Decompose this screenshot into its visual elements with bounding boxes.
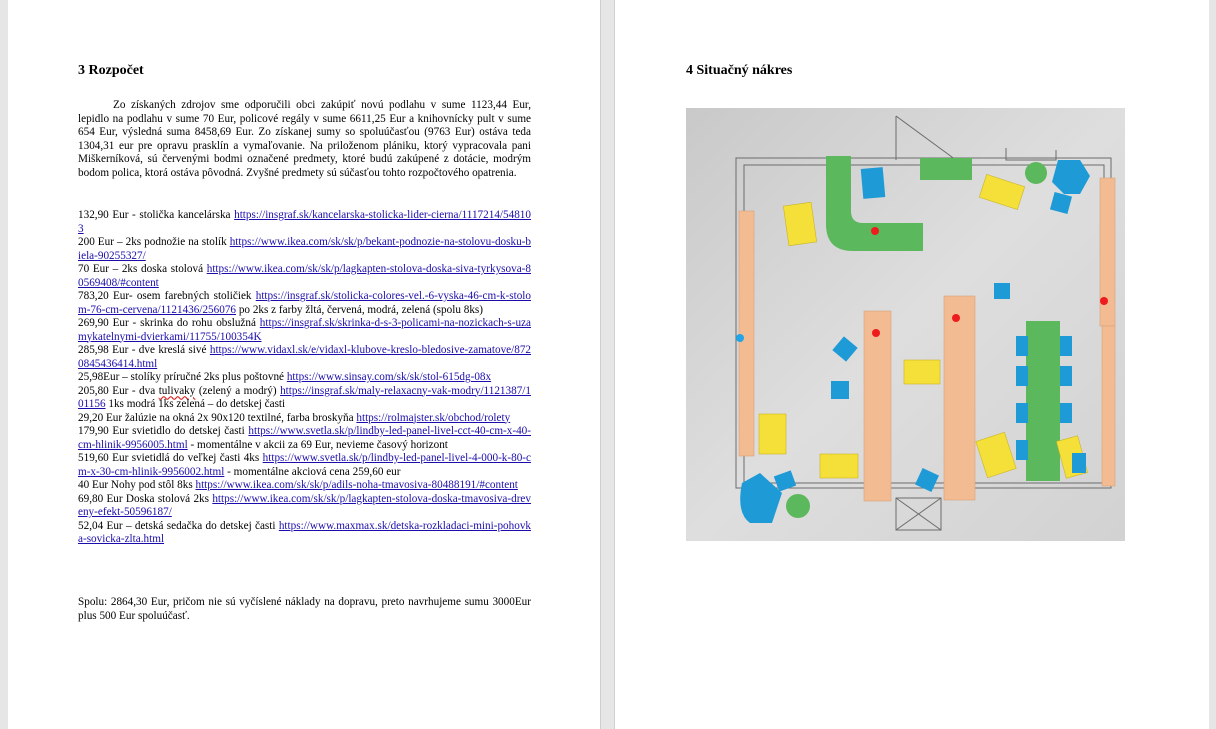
budget-item — [78, 493, 531, 520]
budget-item-text-extra: (zelený a modrý) — [198, 384, 277, 397]
budget-item-text: 25,98Eur – stolíky príručné 2ks plus poštovné — [78, 371, 285, 383]
budget-item-link[interactable]: https://www.vidaxl.sk/e/vidaxl-klubove-kreslo-bledosive-zamatove/8720845436414.html — [78, 344, 532, 370]
budget-item-link[interactable]: https://insgraf.sk/stolicka-colores-vel.-6-vyska-46-cm-k-stolom-76-cm-cervena/1121436/256076 — [78, 290, 532, 316]
left-page — [8, 0, 601, 729]
budget-item-text: 29,20 Eur žalúzie na okná 2x 90x120 textilné, farba broskyňa — [78, 411, 354, 424]
intro-paragraph — [78, 99, 531, 180]
budget-item-link[interactable]: https://insgraf.sk/kancelarska-stolicka-lider-cierna/1117214/548103 — [78, 209, 531, 235]
budget-item — [78, 209, 531, 236]
section-heading-situation-plan: 4 Situačný nákres — [686, 63, 793, 78]
budget-item-text: 40 Eur Nohy pod stôl 8ks — [78, 479, 193, 491]
budget-item-text: 285,98 Eur - dve kreslá sivé — [78, 344, 207, 356]
budget-item-link[interactable]: https://www.ikea.com/sk/sk/p/adils-noha-tmavosiva-80488191/#content — [195, 479, 518, 491]
budget-item-text: 132,90 Eur - stolička kancelárska — [78, 209, 231, 221]
intro-text: Zo získaných zdrojov sme odporučili obci zakúpiť novú podlahu v sume 1123,44 Eur, lepidlo na podlahu v sume 70 Eur, policové regály v sume 6611,25 Eur a knihovnícky pult v sume 654 Eur, výsledná suma 8458,69 Eur. Zo získanej sumy so spoluúčasťou (9763 Eur) ostáva teda 1304,31 eur pre opravu prasklín a vymaľovanie. Na priloženom plániku, ktorý vypracovala pani Miškerníková, sú červenými bodmi označené predmety, ktoré budú zakúpené z dotácie, modrým bodom polica, ktorá ostáva pôvodná. Zvyšné predmety sú súčasťou tohto rozpočtového opatrenia. — [78, 99, 531, 179]
budget-item-link[interactable]: https://insgraf.sk/skrinka-d-s-3-policami-na-nozickach-s-uzamykatelnymi-dvierkami/11755/100354K — [78, 317, 532, 343]
budget-item — [78, 317, 531, 344]
budget-item-text: 205,80 Eur - dva — [78, 384, 156, 397]
budget-item — [78, 385, 531, 412]
budget-item — [78, 425, 531, 452]
budget-item-link[interactable]: https://insgraf.sk/maly-relaxacny-vak-modry/1121387/101156 — [78, 384, 531, 410]
budget-item — [78, 520, 531, 547]
budget-item — [78, 290, 531, 317]
budget-item-link[interactable]: https://www.sinsay.com/sk/sk/stol-615dg-08x — [286, 371, 492, 383]
budget-item-text: 269,90 Eur - skrinka do rohu obslužná — [78, 317, 256, 329]
budget-item-link[interactable]: https://www.svetla.sk/p/lindby-led-panel-livel-cct-40-cm-x-40-cm-hlinik-9956005.html — [78, 425, 531, 451]
budget-item — [78, 236, 531, 263]
budget-item-text: 179,90 Eur svietidlo do detskej časti — [78, 425, 245, 437]
budget-item-list — [78, 209, 531, 547]
situation-plan-photo — [686, 108, 1125, 541]
budget-item-text: 70 Eur – 2ks doska stolová — [78, 263, 204, 275]
budget-item-note: po 2ks z farby žltá, červená, modrá, zelená (spolu 8ks) — [238, 303, 483, 316]
budget-item-text: 52,04 Eur – detská sedačka do detskej časti — [78, 519, 276, 532]
budget-item-link[interactable]: https://rolmajster.sk/obchod/rolety — [356, 411, 511, 424]
budget-item — [78, 412, 531, 426]
spelling-error-word: tulivaky — [158, 384, 196, 397]
budget-item — [78, 344, 531, 371]
right-page — [614, 0, 1209, 729]
budget-item-link[interactable]: https://www.ikea.com/sk/sk/p/lagkapten-stolova-doska-tmavosiva-dreveny-efekt-50596187/ — [78, 492, 531, 518]
budget-item-link[interactable]: https://www.svetla.sk/p/lindby-led-panel-livel-4-000-k-80-cm-x-30-cm-hlinik-9956002.html — [78, 452, 531, 478]
budget-item — [78, 371, 531, 385]
budget-item-note: 1ks modrá 1ks zelená – do detskej časti — [108, 398, 286, 410]
budget-item-text: 69,80 Eur Doska stolová 2ks — [78, 492, 209, 505]
budget-item — [78, 452, 531, 479]
budget-item-text: 200 Eur – 2ks podnožie na stolík — [78, 236, 227, 248]
budget-item — [78, 479, 531, 493]
budget-item-text: 519,60 Eur svietidlá do veľkej časti 4ks — [78, 452, 260, 464]
budget-item-link[interactable]: https://www.maxmax.sk/detska-rozkladaci-mini-pohovka-sovicka-zlta.html — [78, 519, 532, 545]
budget-item — [78, 263, 531, 290]
budget-summary: Spolu: 2864,30 Eur, pričom nie sú vyčíslené náklady na dopravu, preto navrhujeme sumu 3000Eur plus 500 Eur spoluúčasť. — [78, 596, 531, 622]
section-heading-budget: 3 Rozpočet — [78, 63, 144, 78]
budget-item-note: - momentálne v akcii za 69 Eur, nevieme časový horizont — [190, 438, 448, 451]
budget-item-note: - momentálne akciová cena 259,60 eur — [227, 465, 401, 478]
budget-item-link[interactable]: https://www.ikea.com/sk/sk/p/lagkapten-stolova-doska-siva-tyrkysova-80569408/#content — [78, 263, 531, 289]
budget-item-link[interactable]: https://www.ikea.com/sk/sk/p/bekant-podnozie-na-stolovu-dosku-biela-90255327/ — [78, 236, 531, 262]
budget-item-text: 783,20 Eur- osem farebných stoličiek — [78, 290, 252, 302]
